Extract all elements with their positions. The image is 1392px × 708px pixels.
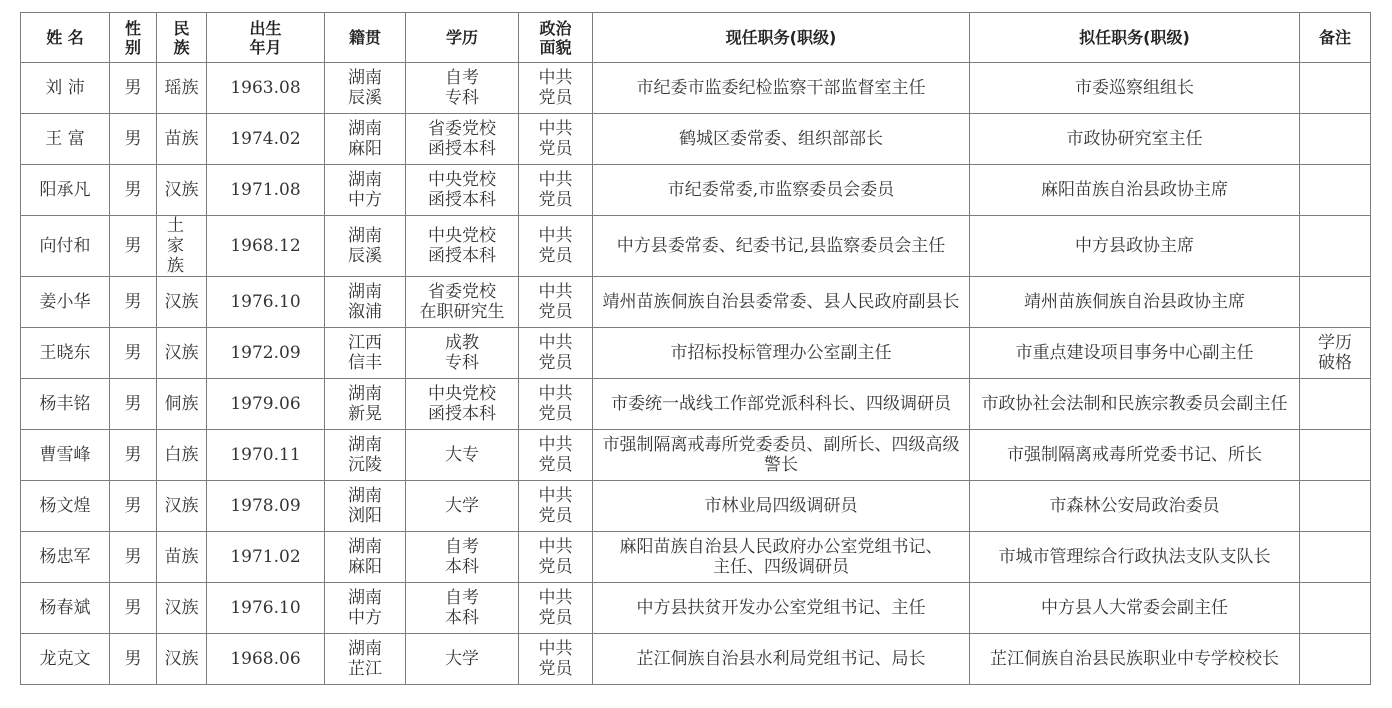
cell-birth: 1978.09 xyxy=(207,481,325,532)
header-name: 姓 名 xyxy=(21,13,110,63)
cell-origin: 湖南 辰溪 xyxy=(325,63,406,114)
table-row xyxy=(21,583,1371,634)
cell-note xyxy=(1300,532,1371,583)
cell-gender: 男 xyxy=(110,379,157,430)
cell-party: 中共 党员 xyxy=(519,277,593,328)
cell-birth: 1971.08 xyxy=(207,165,325,216)
cell-current-position: 鹤城区委常委、组织部部长 xyxy=(593,114,970,165)
cell-name: 杨文煌 xyxy=(21,481,110,532)
cell-party: 中共 党员 xyxy=(519,379,593,430)
cell-current-position: 麻阳苗族自治县人民政府办公室党组书记、 主任、四级调研员 xyxy=(593,532,970,583)
cell-ethnicity: 汉族 xyxy=(157,328,207,379)
cell-proposed-position: 市城市管理综合行政执法支队支队长 xyxy=(970,532,1300,583)
cell-education: 大学 xyxy=(406,634,519,685)
header-birth: 出生 年月 xyxy=(207,13,325,63)
cell-gender: 男 xyxy=(110,165,157,216)
cell-name: 王 富 xyxy=(21,114,110,165)
cell-education: 自考 本科 xyxy=(406,583,519,634)
cell-note xyxy=(1300,216,1371,277)
cell-name: 姜小华 xyxy=(21,277,110,328)
cell-current-position: 市纪委市监委纪检监察干部监督室主任 xyxy=(593,63,970,114)
table-row xyxy=(21,63,1371,114)
table-row xyxy=(21,481,1371,532)
header-education: 学历 xyxy=(406,13,519,63)
table-row xyxy=(21,328,1371,379)
cell-ethnicity: 汉族 xyxy=(157,277,207,328)
header-gender: 性 别 xyxy=(110,13,157,63)
cell-origin: 湖南 芷江 xyxy=(325,634,406,685)
cell-education: 省委党校 在职研究生 xyxy=(406,277,519,328)
cell-birth: 1963.08 xyxy=(207,63,325,114)
cell-note xyxy=(1300,430,1371,481)
cell-gender: 男 xyxy=(110,63,157,114)
cell-birth: 1968.12 xyxy=(207,216,325,277)
cell-name: 阳承凡 xyxy=(21,165,110,216)
cell-ethnicity: 白族 xyxy=(157,430,207,481)
cell-origin: 江西 信丰 xyxy=(325,328,406,379)
cell-name: 王晓东 xyxy=(21,328,110,379)
cell-proposed-position: 中方县政协主席 xyxy=(970,216,1300,277)
header-current-position: 现任职务(职级) xyxy=(593,13,970,63)
cell-birth: 1968.06 xyxy=(207,634,325,685)
cell-education: 成教 专科 xyxy=(406,328,519,379)
cell-party: 中共 党员 xyxy=(519,583,593,634)
cell-proposed-position: 市森林公安局政治委员 xyxy=(970,481,1300,532)
cell-birth: 1972.09 xyxy=(207,328,325,379)
cell-name: 杨丰铭 xyxy=(21,379,110,430)
table-row xyxy=(21,216,1371,277)
cell-origin: 湖南 辰溪 xyxy=(325,216,406,277)
cell-note xyxy=(1300,277,1371,328)
cell-origin: 湖南 中方 xyxy=(325,583,406,634)
header-note: 备注 xyxy=(1300,13,1371,63)
cell-origin: 湖南 溆浦 xyxy=(325,277,406,328)
cell-note xyxy=(1300,63,1371,114)
cell-proposed-position: 市强制隔离戒毒所党委书记、所长 xyxy=(970,430,1300,481)
cell-current-position: 中方县委常委、纪委书记,县监察委员会主任 xyxy=(593,216,970,277)
cell-party: 中共 党员 xyxy=(519,328,593,379)
cell-gender: 男 xyxy=(110,481,157,532)
cell-note xyxy=(1300,583,1371,634)
cell-current-position: 市委统一战线工作部党派科科长、四级调研员 xyxy=(593,379,970,430)
cell-gender: 男 xyxy=(110,328,157,379)
cell-party: 中共 党员 xyxy=(519,430,593,481)
cell-education: 中央党校 函授本科 xyxy=(406,216,519,277)
cell-name: 刘 沛 xyxy=(21,63,110,114)
cell-birth: 1971.02 xyxy=(207,532,325,583)
cell-note xyxy=(1300,379,1371,430)
cell-origin: 湖南 中方 xyxy=(325,165,406,216)
cell-origin: 湖南 麻阳 xyxy=(325,114,406,165)
cell-birth: 1976.10 xyxy=(207,583,325,634)
header-party: 政治 面貌 xyxy=(519,13,593,63)
cell-gender: 男 xyxy=(110,277,157,328)
cell-origin: 湖南 麻阳 xyxy=(325,532,406,583)
cell-note xyxy=(1300,481,1371,532)
header-origin: 籍贯 xyxy=(325,13,406,63)
cell-party: 中共 党员 xyxy=(519,114,593,165)
cell-note xyxy=(1300,165,1371,216)
cell-birth: 1974.02 xyxy=(207,114,325,165)
cell-note xyxy=(1300,114,1371,165)
cell-proposed-position: 中方县人大常委会副主任 xyxy=(970,583,1300,634)
cell-proposed-position: 市政协研究室主任 xyxy=(970,114,1300,165)
cell-gender: 男 xyxy=(110,634,157,685)
cell-current-position: 市强制隔离戒毒所党委委员、副所长、四级高级警长 xyxy=(593,430,970,481)
cell-education: 中央党校 函授本科 xyxy=(406,379,519,430)
cell-ethnicity: 苗族 xyxy=(157,114,207,165)
cell-gender: 男 xyxy=(110,216,157,277)
table-row xyxy=(21,430,1371,481)
cell-party: 中共 党员 xyxy=(519,634,593,685)
cell-education: 自考 专科 xyxy=(406,63,519,114)
cell-proposed-position: 市政协社会法制和民族宗教委员会副主任 xyxy=(970,379,1300,430)
cell-proposed-position: 市重点建设项目事务中心副主任 xyxy=(970,328,1300,379)
cell-birth: 1976.10 xyxy=(207,277,325,328)
cell-ethnicity: 汉族 xyxy=(157,481,207,532)
cell-party: 中共 党员 xyxy=(519,63,593,114)
table-row xyxy=(21,277,1371,328)
cell-birth: 1979.06 xyxy=(207,379,325,430)
cell-education: 中央党校 函授本科 xyxy=(406,165,519,216)
cell-gender: 男 xyxy=(110,583,157,634)
cell-party: 中共 党员 xyxy=(519,481,593,532)
cell-education: 大学 xyxy=(406,481,519,532)
header-row xyxy=(21,13,1371,63)
cell-origin: 湖南 新晃 xyxy=(325,379,406,430)
table-row xyxy=(21,114,1371,165)
cadre-roster-table xyxy=(20,12,1371,685)
cell-name: 向付和 xyxy=(21,216,110,277)
cell-party: 中共 党员 xyxy=(519,216,593,277)
cell-ethnicity: 汉族 xyxy=(157,583,207,634)
cell-proposed-position: 芷江侗族自治县民族职业中专学校校长 xyxy=(970,634,1300,685)
cell-education: 大专 xyxy=(406,430,519,481)
cell-current-position: 市招标投标管理办公室副主任 xyxy=(593,328,970,379)
cell-note: 学历 破格 xyxy=(1300,328,1371,379)
table-row xyxy=(21,532,1371,583)
cell-origin: 湖南 浏阳 xyxy=(325,481,406,532)
cell-name: 龙克文 xyxy=(21,634,110,685)
cell-current-position: 中方县扶贫开发办公室党组书记、主任 xyxy=(593,583,970,634)
cell-education: 自考 本科 xyxy=(406,532,519,583)
cell-current-position: 市纪委常委,市监察委员会委员 xyxy=(593,165,970,216)
roster-container xyxy=(20,12,1371,685)
cell-gender: 男 xyxy=(110,114,157,165)
table-row xyxy=(21,165,1371,216)
cell-party: 中共 党员 xyxy=(519,532,593,583)
cell-proposed-position: 市委巡察组组长 xyxy=(970,63,1300,114)
cell-origin: 湖南 沅陵 xyxy=(325,430,406,481)
cell-name: 杨春斌 xyxy=(21,583,110,634)
header-ethnicity: 民 族 xyxy=(157,13,207,63)
cell-education: 省委党校 函授本科 xyxy=(406,114,519,165)
cell-name: 杨忠军 xyxy=(21,532,110,583)
cell-ethnicity: 瑶族 xyxy=(157,63,207,114)
cell-gender: 男 xyxy=(110,532,157,583)
table-row xyxy=(21,634,1371,685)
cell-party: 中共 党员 xyxy=(519,165,593,216)
cell-ethnicity: 土家族 xyxy=(157,216,207,277)
cell-ethnicity: 侗族 xyxy=(157,379,207,430)
cell-current-position: 芷江侗族自治县水利局党组书记、局长 xyxy=(593,634,970,685)
cell-birth: 1970.11 xyxy=(207,430,325,481)
cell-proposed-position: 靖州苗族侗族自治县政协主席 xyxy=(970,277,1300,328)
cell-ethnicity: 苗族 xyxy=(157,532,207,583)
cell-current-position: 市林业局四级调研员 xyxy=(593,481,970,532)
cell-proposed-position: 麻阳苗族自治县政协主席 xyxy=(970,165,1300,216)
cell-name: 曹雪峰 xyxy=(21,430,110,481)
cell-gender: 男 xyxy=(110,430,157,481)
table-row xyxy=(21,379,1371,430)
cell-current-position: 靖州苗族侗族自治县委常委、县人民政府副县长 xyxy=(593,277,970,328)
cell-ethnicity: 汉族 xyxy=(157,634,207,685)
cell-ethnicity: 汉族 xyxy=(157,165,207,216)
header-proposed-position: 拟任职务(职级) xyxy=(970,13,1300,63)
cell-note xyxy=(1300,634,1371,685)
